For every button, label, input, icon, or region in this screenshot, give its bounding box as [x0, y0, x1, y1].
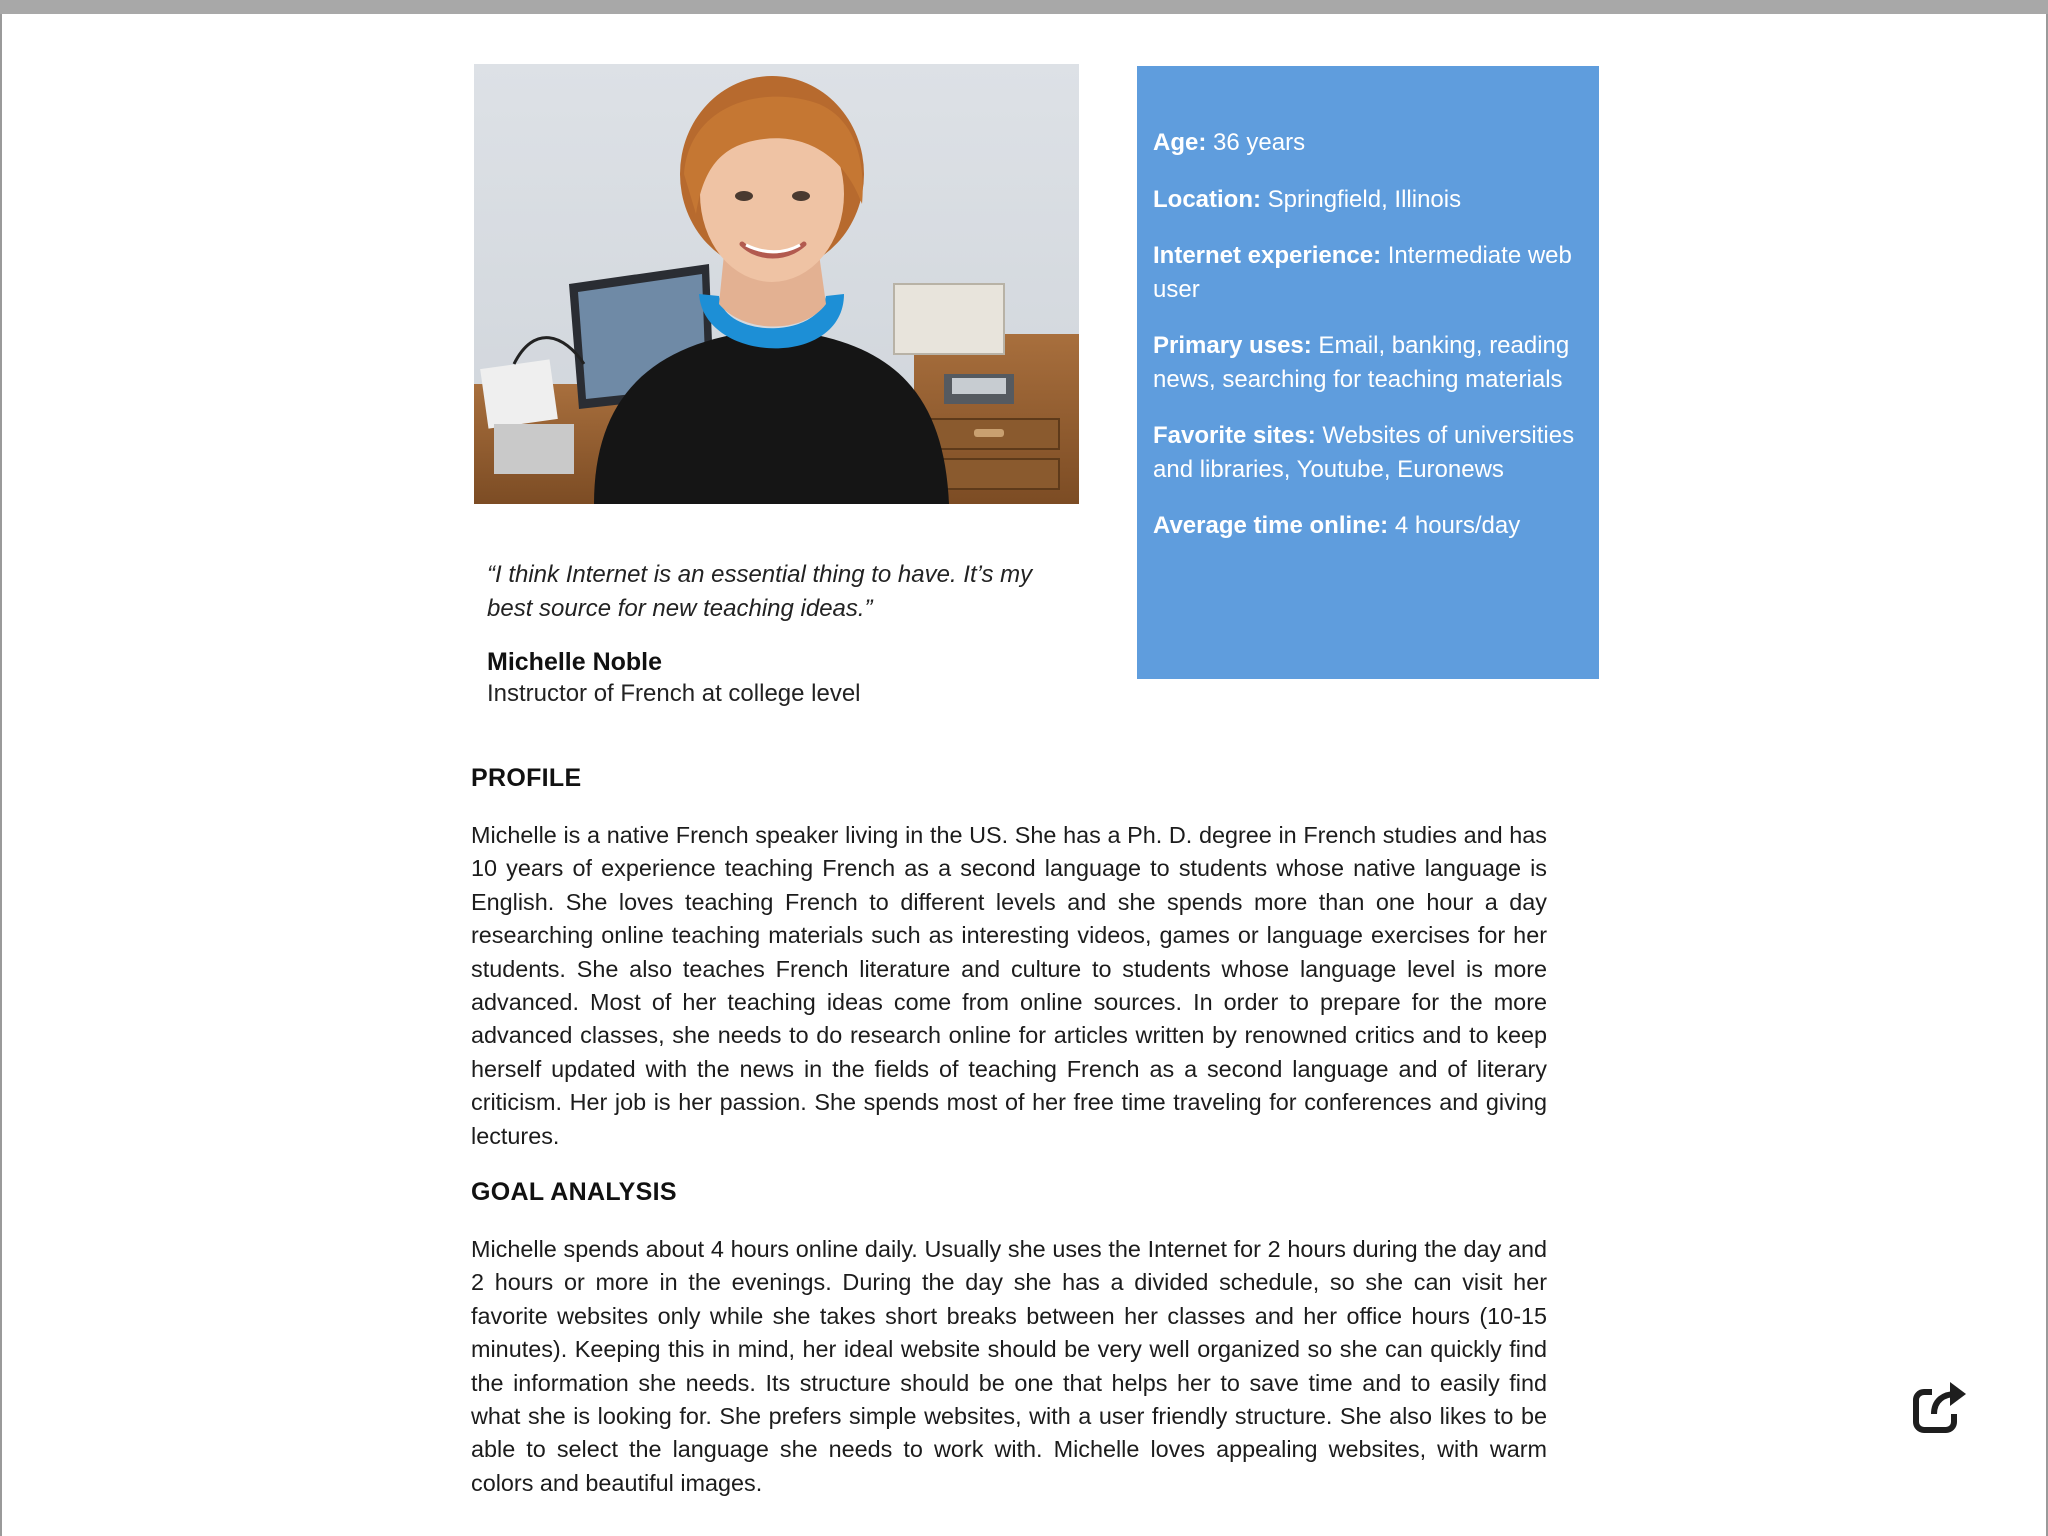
fact-favorite-sites	[1153, 419, 1581, 486]
fact-value: 36 years	[1206, 129, 1306, 156]
fact-primary-uses	[1153, 329, 1581, 396]
persona-facts-box	[1137, 66, 1599, 679]
fact-label: Average time online:	[1153, 512, 1389, 539]
viewer-top-bar	[0, 0, 2048, 14]
fact-label: Favorite sites:	[1153, 422, 1316, 449]
goal-analysis-body: Michelle spends about 4 hours online daily. Usually she uses the Internet for 2 hours during the day and 2 hours or more in the evenings. During the day she has a divided schedule, so she can visit her favorite websites only while she takes short breaks between her classes and her office hours (10-15 minutes). Keeping this in mind, her ideal website should be very well organized so she can quickly find the information she needs. Its structure should be one that helps her to save time and to easily find what she is looking for. She prefers simple websites, with a user friendly structure. She also likes to be able to select the language she needs to work with. Michelle loves appealing websites, with warm colors and beautiful images.	[471, 1236, 1547, 1496]
profile-heading: PROFILE	[471, 764, 582, 792]
persona-photo	[474, 64, 1079, 504]
persona-role: Instructor of French at college level	[487, 680, 861, 707]
frame-left-border	[0, 14, 2, 1536]
persona-quote: “I think Internet is an essential thing to have. It’s my best source for new teaching ideas.”	[487, 561, 1033, 622]
fact-average-time-online	[1153, 509, 1581, 543]
fact-internet-experience	[1153, 239, 1581, 306]
profile-body: Michelle is a native French speaker living in the US. She has a Ph. D. degree in French studies and has 10 years of experience teaching French as a second language to students whose native language is English. She loves teaching French to different levels and she spends more than one hour a day researching online teaching materials such as interesting videos, games or language exercises for her students. She also teaches French literature and culture to students whose language level is more advanced. Most of her teaching ideas come from online sources. In order to prepare for the more advanced classes, she needs to do research online for articles written by renowned critics and to keep herself updated with the news in the fields of teaching French as a second language and of literary criticism. Her job is her passion. She spends most of her free time traveling for conferences and giving lectures.	[471, 822, 1547, 1149]
persona-name: Michelle Noble	[487, 648, 663, 676]
fact-value: Email, banking, reading news, searching for teaching materials	[1153, 332, 1570, 393]
fact-label: Primary uses:	[1153, 332, 1312, 359]
fact-label: Age:	[1153, 129, 1207, 156]
fact-label: Internet experience:	[1153, 242, 1382, 269]
external-link-icon[interactable]	[1912, 1380, 1968, 1436]
fact-label: Location:	[1153, 185, 1261, 213]
fact-age	[1153, 126, 1581, 160]
fact-value: Websites of universities and libraries, Youtube, Euronews	[1153, 422, 1575, 483]
fact-value: 4 hours/day	[1388, 512, 1521, 539]
fact-value: Springfield, Illinois	[1261, 185, 1462, 213]
fact-value: Intermediate web user	[1153, 242, 1572, 303]
goal-analysis-heading: GOAL ANALYSIS	[471, 1178, 677, 1206]
fact-location	[1153, 183, 1581, 217]
